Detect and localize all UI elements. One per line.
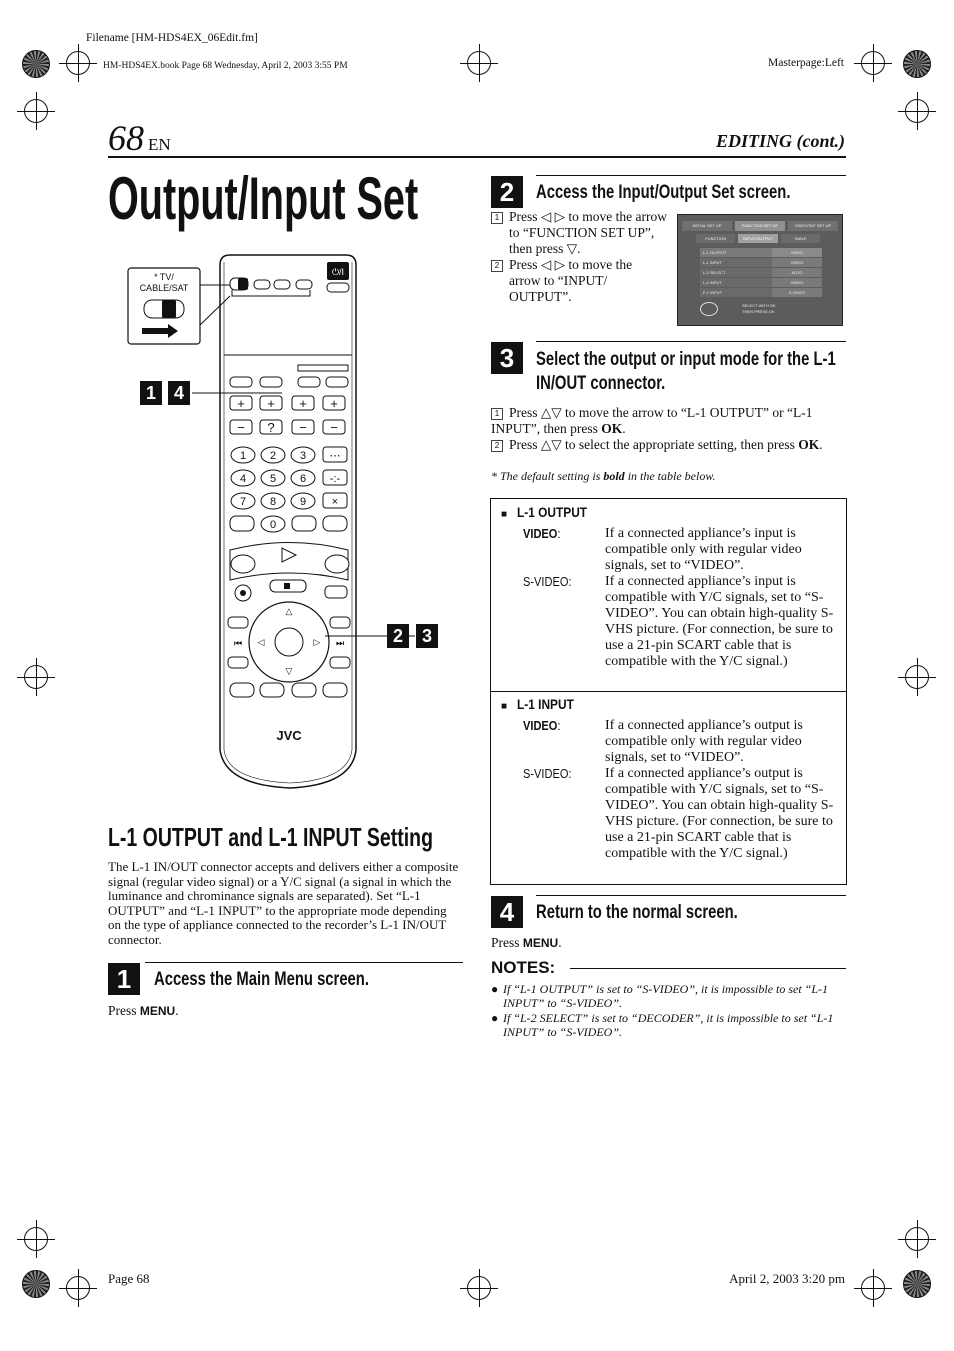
bullet-icon: ● xyxy=(491,982,499,996)
substep-1-box: 1 xyxy=(491,408,503,420)
svg-text:2: 2 xyxy=(269,450,277,462)
page-number xyxy=(108,117,171,159)
remote-control-drawing xyxy=(120,250,460,790)
svg-text:−: − xyxy=(237,420,245,435)
svg-text:−: − xyxy=(330,420,338,435)
table-divider xyxy=(491,691,846,692)
svg-text:⏻/I: ⏻/I xyxy=(331,267,345,277)
intro-paragraph: The L-1 IN/OUT connector accepts and delivers either a composite signal (regular video signal) or a Y/C signal (a signal in which the luminance and chrominance signals are separated). Set “L-1 OUTPUT” and “L-1 INPUT” to the appropriate mode depending on the type of appliance connected to the recorder’s L-1 IN/OUT connector. xyxy=(108,859,459,947)
step1-number: 1 xyxy=(108,963,140,995)
substep-2-box: 2 xyxy=(491,260,503,272)
crop-mark-icon xyxy=(24,99,48,123)
crop-mark-icon xyxy=(905,99,929,123)
svg-text:+: + xyxy=(237,396,245,411)
registration-disc-icon xyxy=(22,1270,50,1298)
svg-text:△: △ xyxy=(285,606,293,616)
callout-step-4: 4 xyxy=(168,381,190,405)
callout-step-1: 1 xyxy=(140,381,162,405)
osd-subtab-table: TABLE xyxy=(781,234,820,243)
crop-mark-icon xyxy=(905,1227,929,1251)
crop-mark-icon xyxy=(861,51,885,75)
menu-screenshot xyxy=(677,214,843,326)
osd-tab-function: FUNCTION SET UP xyxy=(735,221,785,231)
settings-table xyxy=(490,498,847,885)
step2-item-1: 1 Press ◁ ▷ to move the arrow to “FUNCTION SET UP”, then press ▽. xyxy=(491,209,673,257)
svg-text:▷: ▷ xyxy=(313,637,321,647)
option-group-l1-input: ■ L-1 INPUT VIDEO: If a connected appliance’s output is compatible only with regular video signals, set to “VIDEO”. S-VIDEO: If a connected appliance’s output is compatible with Y/C signals, set to “S-VIDEO”. You can obtain high-quality S-VHS picture. (For connection, be sure to use a 21-pin SCART cable that is compatible with the Y/C signal.) xyxy=(501,696,841,712)
crop-mark-icon xyxy=(905,665,929,689)
step3-item-1: 1 Press △▽ to move the arrow to “L-1 OUTPUT” or “L-1 INPUT”, then press OK. xyxy=(491,405,813,436)
osd-footer: SELECT WITH OK THEN PRESS OK xyxy=(742,303,776,314)
svg-text:⏮: ⏮ xyxy=(233,638,243,648)
crop-mark-icon xyxy=(24,665,48,689)
header-rule xyxy=(108,156,846,158)
osd-row: L-1 INPUT VIDEO xyxy=(700,258,822,267)
svg-text:⋯: ⋯ xyxy=(329,450,341,462)
svg-text:8: 8 xyxy=(269,496,277,508)
osd-tab-initial: INITIAL SET UP xyxy=(682,221,732,231)
bullet-icon: ● xyxy=(491,1011,499,1025)
step2-number: 2 xyxy=(491,176,523,208)
menu-key: MENU xyxy=(522,936,559,950)
remote-brand-logo: JVC xyxy=(276,728,302,743)
crop-mark-icon xyxy=(66,51,90,75)
group-heading: ■ L-1 OUTPUT xyxy=(501,504,588,520)
step3-item-2: 2 Press △▽ to select the appropriate setting, then press OK. xyxy=(491,437,845,453)
page-title: Output/Input Set xyxy=(108,165,419,232)
masterpage-label: Masterpage:Left xyxy=(768,57,844,69)
footer-date: April 2, 2003 3:20 pm xyxy=(729,1271,845,1286)
svg-text:◁: ◁ xyxy=(257,637,265,647)
svg-text:CABLE/SAT: CABLE/SAT xyxy=(139,283,189,293)
note-item: ● If “L-1 OUTPUT” is set to “S-VIDEO”, it is impossible to set “L-1 INPUT” to “S-VIDEO”. xyxy=(491,982,829,1010)
osd-tab-video: VIDEO/SAT SET UP xyxy=(788,221,838,231)
osd-subtab-io: INPUT/OUTPUT xyxy=(738,234,777,243)
section-title: EDITING (cont.) xyxy=(716,131,845,151)
svg-text:1: 1 xyxy=(239,450,247,462)
osd-row: L-2 INPUT VIDEO xyxy=(700,278,822,287)
square-bullet-icon: ■ xyxy=(501,509,508,520)
step1-instruction: Press MENU. xyxy=(108,1003,179,1018)
remote-illustration xyxy=(120,250,460,790)
square-bullet-icon: ■ xyxy=(501,701,508,712)
section-heading: L-1 OUTPUT and L-1 INPUT Setting xyxy=(108,822,434,852)
step4-rule xyxy=(536,895,846,896)
step3-rule xyxy=(536,341,846,342)
callout-step-3: 3 xyxy=(416,624,438,648)
svg-text:6: 6 xyxy=(299,473,307,485)
svg-text:0: 0 xyxy=(269,519,277,531)
step3-title: Select the output or input mode for the L-1 IN/OUT connector. xyxy=(536,349,836,394)
osd-row: L-1 OUTPUT VIDEO xyxy=(700,248,822,257)
svg-text:×: × xyxy=(331,496,339,508)
svg-text:+: + xyxy=(267,396,275,411)
filename-label: Filename [HM-HDS4EX_06Edit.fm] xyxy=(86,32,258,44)
svg-text:5: 5 xyxy=(269,473,277,485)
osd-nav-icon xyxy=(700,302,718,316)
svg-text:+: + xyxy=(330,396,338,411)
book-info-label: HM-HDS4EX.book Page 68 Wednesday, April 2, 2003 3:55 PM xyxy=(103,61,348,71)
step3-number: 3 xyxy=(491,342,523,374)
osd-row: F-1 INPUT S-VIDEO xyxy=(700,288,822,297)
step2-item-2: 2 Press ◁ ▷ to move the arrow to “INPUT/ OUTPUT”. xyxy=(491,257,663,305)
substep-2-box: 2 xyxy=(491,440,503,452)
svg-text:9: 9 xyxy=(299,496,307,508)
callout-step-2: 2 xyxy=(387,624,409,648)
group-heading: ■ L-1 INPUT xyxy=(501,696,574,712)
step4-instruction: Press MENU. xyxy=(491,935,562,950)
menu-key: MENU xyxy=(139,1004,176,1018)
crop-mark-icon xyxy=(467,1276,491,1300)
svg-text:▽: ▽ xyxy=(285,666,293,676)
svg-text:7: 7 xyxy=(239,496,247,508)
crop-mark-icon xyxy=(24,1227,48,1251)
footer-page-label: Page 68 xyxy=(108,1271,150,1286)
svg-text:-:-: -:- xyxy=(329,473,341,485)
svg-text:+: + xyxy=(299,396,307,411)
note-item: ● If “L-2 SELECT” is set to “DECODER”, it is impossible to set “L-1 INPUT” to “S-VIDEO”. xyxy=(491,1011,834,1039)
crop-mark-icon xyxy=(66,1276,90,1300)
step4-title: Return to the normal screen. xyxy=(536,902,738,923)
svg-text:3: 3 xyxy=(299,450,307,462)
registration-disc-icon xyxy=(903,1270,931,1298)
svg-text:4: 4 xyxy=(239,473,247,485)
notes-rule xyxy=(570,968,846,969)
svg-text:⏭: ⏭ xyxy=(335,638,345,648)
notes-heading: NOTES: xyxy=(491,958,556,977)
page-number-value: 68 xyxy=(108,118,144,158)
step2-rule xyxy=(536,175,846,176)
step1-rule xyxy=(145,962,463,963)
registration-disc-icon xyxy=(22,50,50,78)
page-lang: EN xyxy=(148,135,171,154)
osd-subtab-function: FUNCTION xyxy=(696,234,735,243)
step4-number: 4 xyxy=(491,896,523,928)
substep-1-box: 1 xyxy=(491,212,503,224)
svg-text:?: ? xyxy=(267,420,275,435)
registration-disc-icon xyxy=(903,50,931,78)
option-group-l1-output: ■ L-1 OUTPUT VIDEO: If a connected appliance’s input is compatible only with regular video signals, set to “VIDEO”. S-VIDEO: If a connected appliance’s input is compatible with Y/C signals, set to “S-VIDEO”. You can obtain high-quality S-VHS picture. (For connection, be sure to use a 21-pin SCART cable that is compatible with the Y/C signal.) xyxy=(501,504,841,520)
crop-mark-icon xyxy=(861,1276,885,1300)
step2-title: Access the Input/Output Set screen. xyxy=(536,182,791,203)
step1-title: Access the Main Menu screen. xyxy=(154,969,369,990)
osd-row: L-2 SELECT AUTO xyxy=(700,268,822,277)
default-setting-note: * The default setting is bold in the table below. xyxy=(491,469,716,483)
svg-text:* TV/: * TV/ xyxy=(154,272,174,282)
crop-mark-icon xyxy=(467,51,491,75)
svg-text:−: − xyxy=(299,420,307,435)
